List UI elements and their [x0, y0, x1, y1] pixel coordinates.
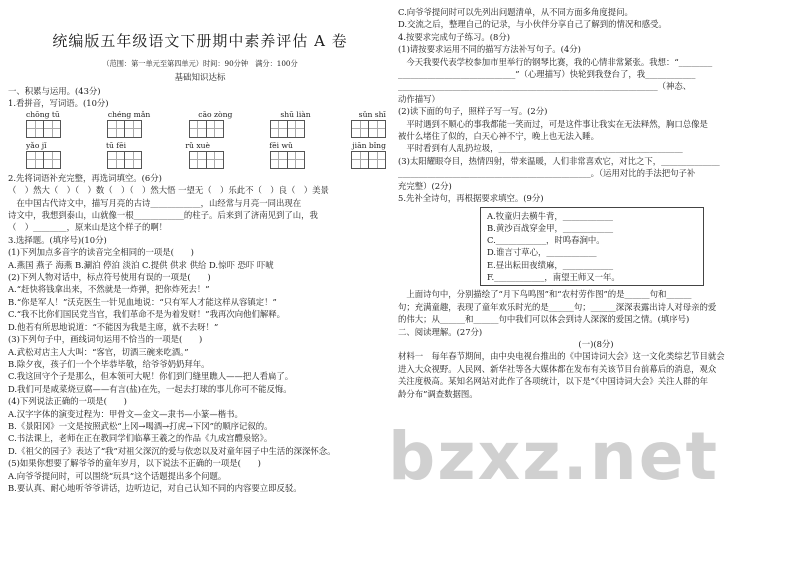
option-line: A.燕国 燕子 海燕 B.涮泊 停泊 淡泊 C.提供 供求 供给 D.惊吓 恐吓 吓唬 — [8, 259, 274, 270]
question-4-2-text: 平时看到有人乱扔垃圾，____________________________________________ — [398, 143, 683, 154]
poem-line: B.黄沙百战穿金甲，____________ — [487, 222, 614, 233]
option-d: D.他若有所思地说道：“不能因为我是主席，就不去呀！” — [8, 321, 219, 332]
question-4-3-text: ______________________________________________。（运用对比的手法把句子补 — [398, 168, 696, 179]
pinyin-row-1 — [8, 110, 392, 120]
option-c: C.我这回守个子是那么，但本领可大呢！你们到门缝里瞧人——把人看扁了。 — [8, 371, 294, 382]
poem-line: D.谁言寸草心，____________ — [487, 247, 597, 258]
question-4-1-text: ____________________________”（心理描写）快轮到我登台了，我____________ — [398, 69, 696, 80]
pinyin: chéng mǎn — [107, 109, 151, 119]
option-b: B.《景阳冈》一文是按照武松“上冈→喝酒→打虎→下冈”的顺序记叙的。 — [8, 420, 273, 431]
section-subtitle: 基础知识达标 — [174, 73, 226, 83]
question-4: 4.按要求完成句子练习。(8分) — [398, 31, 510, 42]
question-2: 2.先将词语补充完整，再选词填空。(6分) — [8, 172, 162, 183]
question-3-1: (1)下列加点多音字的读音完全相同的一项是( ) — [8, 247, 194, 258]
question-2-text: 诗文中，我想到泰山，山就像一根____________的柱子。后来到了济南见到了山，我 — [8, 210, 318, 221]
pinyin: shū liàn — [280, 109, 311, 119]
option-c: C.“我不比你们国民党当官，我们革命不是为着发财！”我再次向他们解释。 — [8, 309, 285, 320]
writing-box[interactable] — [107, 151, 142, 169]
question-4-1-text: ______________________________________________________________（神态、 — [398, 81, 692, 92]
pinyin: sǔn shī — [358, 109, 386, 119]
pinyin: fēi wǔ — [269, 140, 293, 150]
writing-box[interactable] — [270, 120, 305, 138]
question-2-words: （ ）然大（ ）（ ）数（ ）（ ）然大悟 一望无（ ）乐此不（ ）良（ ）美景 — [8, 185, 329, 196]
pinyin: rǔ xuè — [185, 140, 211, 150]
question-2-text: 在中国古代诗文中，描写月亮的古诗____________，山经常与月亮一同出现在 — [8, 197, 302, 208]
question-4-3: (3)太阳耀眼夺目，热情四射，带来温暖，人们非常喜欢它，对比之下，______________ — [398, 155, 720, 166]
watermark: bzxz.net — [388, 418, 720, 495]
question-4-2-text: 被什么堵住了似的，白天心神不宁，晚上也无法入睡。 — [398, 131, 599, 142]
material-text: 进入大众视野。人民网、新华社等各大媒体都在发布有关该节目台前幕后的消息，观众 — [398, 363, 717, 374]
option-a: A.武松对店主人大叫：“客官，切酒三碗来吃酒。” — [8, 346, 189, 357]
writing-box[interactable] — [270, 151, 305, 169]
poem-box — [480, 207, 704, 287]
question-5: 5.先补全诗句，再根据要求填空。(9分) — [398, 193, 544, 204]
question-3-3: (3)下列句子中，画线词句运用不恰当的一项是( ) — [8, 334, 203, 345]
right-column — [398, 6, 794, 400]
question-4-1-text: 今天我要代表学校参加市里举行的钢琴比赛，我的心情非常紧张。我想：“________ — [398, 56, 713, 67]
option-b: B.除夕夜，孩子们一个个毕恭毕敬，给爷爷奶奶拜年。 — [8, 358, 210, 369]
poem-line: E.昼出耘田夜绩麻，____________ — [487, 259, 614, 270]
question-5-text: 的伟大；从______和______句中我们可以体会到诗人深深的爱国之情。(填序号) — [398, 314, 690, 325]
question-5-text: 上面诗句中，分别描绘了“月下鸟鸣图”和“农村劳作图”的是______句和______ — [398, 289, 692, 300]
option-d: D.交流之后，整理自己的记录，与小伙伴分享自己了解到的情况和感受。 — [398, 19, 667, 30]
page-title: 统编版五年级语文下册期中素养评估 A 卷 — [52, 32, 348, 50]
question-3: 3.选择题。(填序号)(10分) — [8, 234, 107, 245]
writing-box[interactable] — [351, 120, 386, 138]
pinyin: tū fēi — [105, 140, 127, 150]
option-a: A.“赶快将钱拿出来，不然就是一炸弹，把你炸死去！” — [8, 284, 210, 295]
material-text: 龄分布”调查数据图。 — [398, 388, 478, 399]
option-a: A.向爷爷提问时，可以围绕“玩具”这个话题提出多个问题。 — [8, 470, 227, 481]
option-d: D.我们可是咸菜烧豆腐——有言(盐)在先，一起去打球的事儿你可不能反悔。 — [8, 383, 292, 394]
exam-meta: （范围：第一单元至第四单元）时间：90分钟 满分：100分 — [102, 59, 298, 68]
poem-line: A.牧童归去横牛背，____________ — [487, 210, 613, 221]
part2-heading: 二、阅读理解。(27分) — [398, 326, 483, 337]
question-4-1-text: 动作描写） — [398, 93, 440, 104]
option-c: C.向爷爷提问时可以先列出问题清单，从不同方面多角度提问。 — [398, 7, 633, 17]
question-2-text: （ ）________，原来山是这个样子的啊！ — [8, 222, 168, 233]
pinyin-row-2 — [8, 141, 392, 151]
pinyin: cāo zòng — [198, 109, 233, 119]
pinyin: yǎo jǐ — [26, 140, 47, 150]
passage-heading: (一)(8分) — [578, 338, 614, 349]
pinyin: chōng tū — [26, 109, 60, 119]
question-4-1: (1)请按要求运用不同的描写方法补写句子。(4分) — [398, 44, 581, 55]
option-c: C.书法课上，老师在正在教同学们临摹王羲之的作品《九成宫醴泉铭》。 — [8, 433, 273, 444]
writing-box[interactable] — [351, 151, 386, 169]
material-text: 材料一 每年春节期间，由中央电视台推出的《中国诗词大会》这一文化类综艺节目就会 — [398, 351, 725, 362]
material-text: 关注度极高。某知名网站对此作了各项统计，以下是“《中国诗词大会》关注人群的年 — [398, 376, 708, 387]
writing-box[interactable] — [189, 151, 224, 169]
question-3-4: (4)下列说法正确的一项是( ) — [8, 396, 127, 407]
option-a: A.汉字字体的演变过程为：甲骨文—金文—隶书—小篆—楷书。 — [8, 408, 243, 419]
writing-box-row-2 — [8, 151, 392, 169]
question-3-2: (2)下列人物对话中，标点符号使用有误的一项是( ) — [8, 272, 211, 283]
option-b: B.“你是军人！”沃克医生一针见血地说：“只有军人才能这样从容镇定！” — [8, 296, 277, 307]
option-d: D.《祖父的园子》表达了“我”对祖父深沉的爱与依恋以及对童年园子中生活的深深怀念。 — [8, 445, 336, 456]
writing-box[interactable] — [26, 151, 61, 169]
question-3-5: (5)如果你想要了解爷爷的童年岁月，以下说法不正确的一项是( ) — [8, 458, 261, 469]
writing-box[interactable] — [26, 120, 61, 138]
question-1: 1.看拼音，写词语。(10分) — [8, 98, 109, 109]
writing-box[interactable] — [189, 120, 224, 138]
option-b: B.要认真、耐心地听爷爷讲话，边听边记，对自己认知不同的内容要立即反驳。 — [8, 482, 302, 493]
question-4-2-text: 平时遇到不顺心的事我都能一笑而过，可是这件事让我实在无法释然，胸口总像是 — [398, 118, 708, 129]
poem-line: C.____________，时鸣春涧中。 — [487, 235, 605, 246]
question-5-text: 句；充满童趣，表现了童年欢乐时光的是______句；______深深表露出诗人对母亲的爱 — [398, 301, 717, 312]
writing-box-row-1 — [8, 120, 392, 138]
left-column — [8, 6, 392, 494]
question-4-2: (2)读下面的句子，照样子写一写。(2分) — [398, 106, 548, 117]
part1-heading: 一、积累与运用。(43分) — [8, 86, 101, 96]
poem-line: F.____________，南望王师又一年。 — [487, 271, 620, 282]
writing-box[interactable] — [107, 120, 142, 138]
pinyin: jiān bǐng — [352, 140, 386, 150]
question-4-3-text: 充完整）(2分) — [398, 180, 452, 191]
